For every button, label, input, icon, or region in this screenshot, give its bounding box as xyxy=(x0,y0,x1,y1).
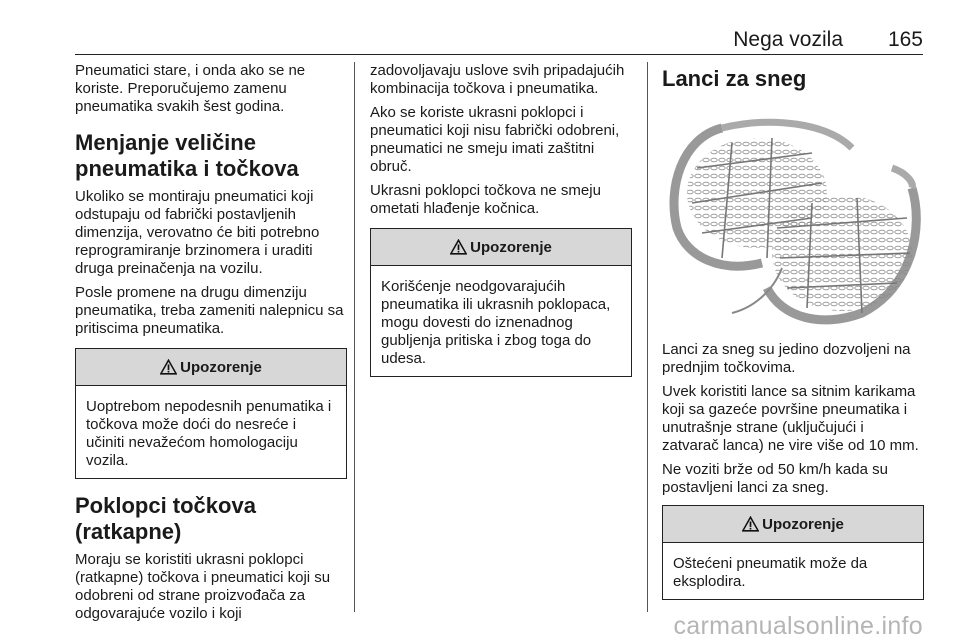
snow-chains-illustration xyxy=(662,108,924,328)
paragraph: Ukoliko se montiraju pneumatici koji odstupaju od fabrički postavljenih dimenzija, verovatno će biti potrebno reprogramiranje brzinomera i uraditi druga preinačenja na vozilu. xyxy=(75,188,320,277)
paragraph: Posle promene na drugu dimenziju pneumatika, treba zameniti nalepnicu sa pritiscima pneumatika. xyxy=(75,284,344,337)
heading-snow-chains: Lanci za sneg xyxy=(662,66,807,91)
watermark: carmanualsonline.info xyxy=(673,612,923,640)
warning-triangle-icon xyxy=(450,239,467,255)
page-number: 165 xyxy=(887,28,923,51)
warning-box xyxy=(662,505,924,600)
heading-tire-size: Menjanje veličine pneumatika i točkova xyxy=(75,130,299,181)
warning-triangle-icon xyxy=(160,359,177,375)
warning-title: Upozorenje xyxy=(762,515,844,533)
heading-wheel-covers: Poklopci točkova (ratkapne) xyxy=(75,493,256,544)
warning-text: Korišćenje neodgovarajućih pneumatika ili ukrasnih poklopaca, mogu dovesti do iznenadnog gubljenja pritiska i zbog toga do udesa. xyxy=(381,278,611,367)
column-right xyxy=(662,62,924,614)
warning-text: Oštećeni pneumatik može da eksplodira. xyxy=(673,555,868,590)
section-title: Nega vozila xyxy=(733,28,843,51)
paragraph: Ne voziti brže od 50 km/h kada su postavljeni lanci za sneg. xyxy=(662,461,888,496)
warning-box xyxy=(75,348,347,479)
warning-title: Upozorenje xyxy=(180,358,262,376)
warning-title: Upozorenje xyxy=(470,238,552,256)
warning-header xyxy=(663,506,923,543)
warning-header xyxy=(371,229,631,266)
column-left xyxy=(75,62,347,629)
paragraph: Pneumatici stare, i onda ako se ne koriste. Preporučujemo zamenu pneumatika svakih šest godina. xyxy=(75,62,306,115)
paragraph: Lanci za sneg su jedino dozvoljeni na prednjim točkovima. xyxy=(662,341,911,376)
paragraph: zadovoljavaju uslove svih pripadajućih kombinacija točkova i pneumatika. xyxy=(370,62,625,97)
column-middle xyxy=(370,62,632,391)
paragraph: Moraju se koristiti ukrasni poklopci (ratkapne) točkova i pneumatici koji su odobreni od strane proizvođača za odgovarajuće vozilo i koji xyxy=(75,551,331,622)
paragraph: Ako se koriste ukrasni poklopci i pneumatici koji nisu fabrički odobreni, pneumatici ne smeju imati zaštitni obruč. xyxy=(370,104,620,175)
warning-header xyxy=(76,349,346,386)
page-header xyxy=(75,28,923,55)
warning-text: Uoptrebom nepodesnih penumatika i točkova može doći do nesreće i učiniti nevažećom homologaciju vozila. xyxy=(86,398,332,469)
paragraph: Ukrasni poklopci točkova ne smeju ometati hlađenje kočnica. xyxy=(370,182,601,217)
column-divider xyxy=(354,62,355,612)
warning-box xyxy=(370,228,632,377)
warning-triangle-icon xyxy=(742,516,759,532)
column-divider xyxy=(647,62,648,612)
paragraph: Uvek koristiti lance sa sitnim karikama koji sa gazeće površine pneumatika i unutrašnje strane (uključujući i zatvarač lanca) ne vire više od 10 mm. xyxy=(662,383,919,454)
